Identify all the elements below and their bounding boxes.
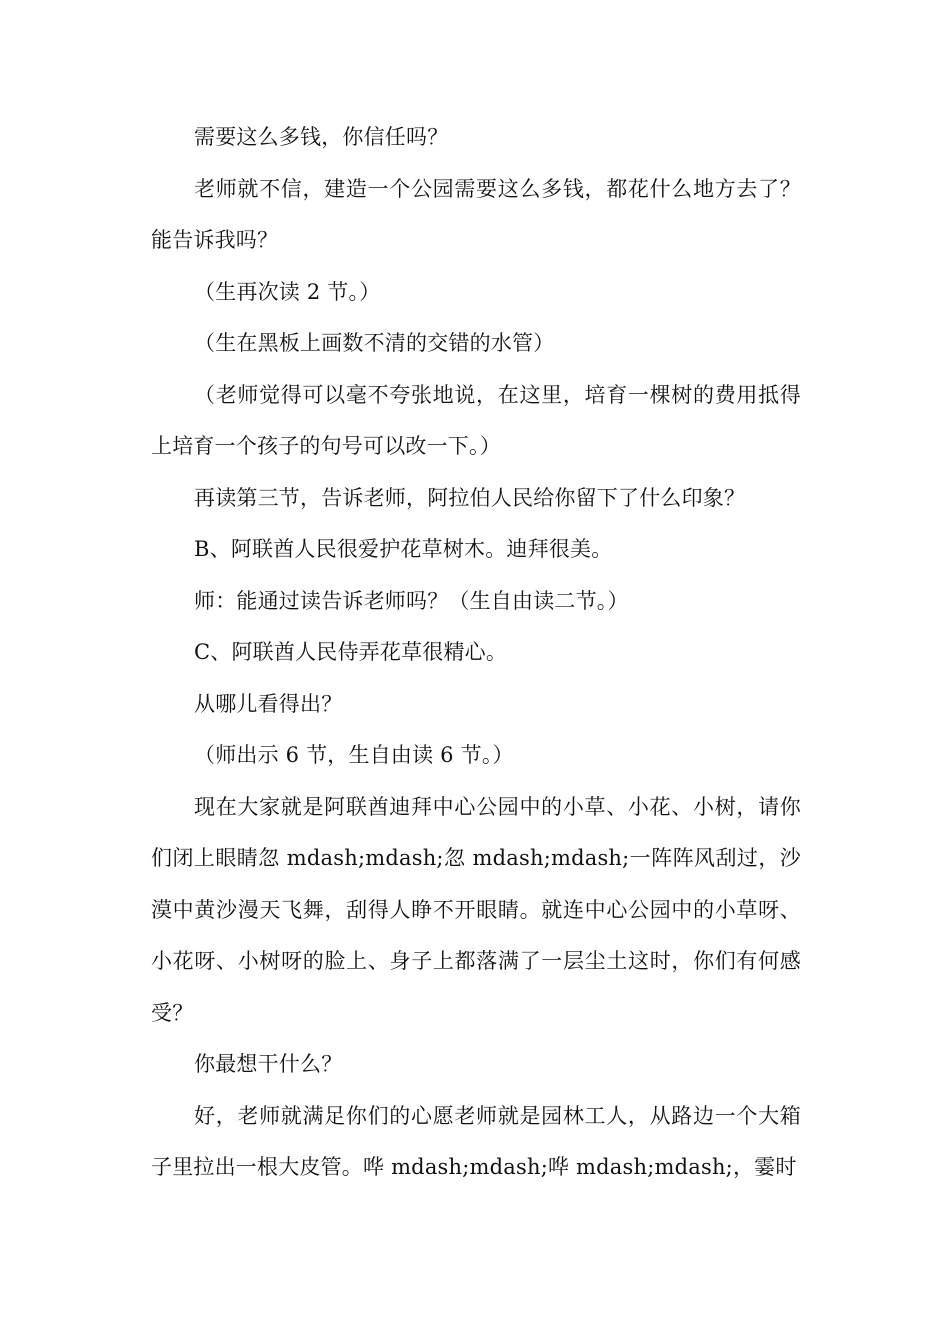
paragraph: 需要这么多钱，你信任吗？	[194, 125, 449, 149]
paragraph: B、阿联酋人民很爱护花草树木。迪拜很美。	[194, 537, 613, 561]
document-body	[151, 112, 801, 1194]
paragraph: 老师就不信，建造一个公园需要这么多钱，都花什么地方去了？能告诉我吗？	[151, 176, 801, 252]
paragraph: 你最想干什么？	[194, 1052, 343, 1076]
paragraph: 师：能通过读告诉老师吗？（生自由读二节。）	[194, 588, 629, 613]
paragraph: 现在大家就是阿联酋迪拜中心公园中的小草、小花、小树，请你们闭上眼睛忽 mdash;mdash;忽 mdash;mdash;一阵阵风刮过，沙漠中黄沙漫天飞舞，刮得人睁不开眼睛。就连中心公园中的小草呀、小花呀、小树呀的脸上、身子上都落满了一层尘土这时，你们有何感受？	[151, 794, 801, 1025]
paragraph: （老师觉得可以毫不夸张地说，在这里，培育一棵树的费用抵得上培育一个孩子的句号可以改一下。）	[151, 382, 801, 458]
paragraph: 好，老师就满足你们的心愿老师就是园林工人，从路边一个大箱子里拉出一根大皮管。哗 mdash;mdash;哗 mdash;mdash;，霎时	[151, 1103, 801, 1179]
paragraph: 再读第三节，告诉老师，阿拉伯人民给你留下了什么印象？	[194, 485, 746, 510]
paragraph: C、阿联酋人民侍弄花草很精心。	[194, 640, 508, 664]
paragraph: （生在黑板上画数不清的交错的水管）	[194, 331, 555, 355]
paragraph: （师出示 6 节，生自由读 6 节。）	[194, 743, 514, 767]
paragraph: （生再次读 2 节。）	[194, 279, 381, 304]
paragraph: 从哪儿看得出？	[194, 691, 343, 716]
